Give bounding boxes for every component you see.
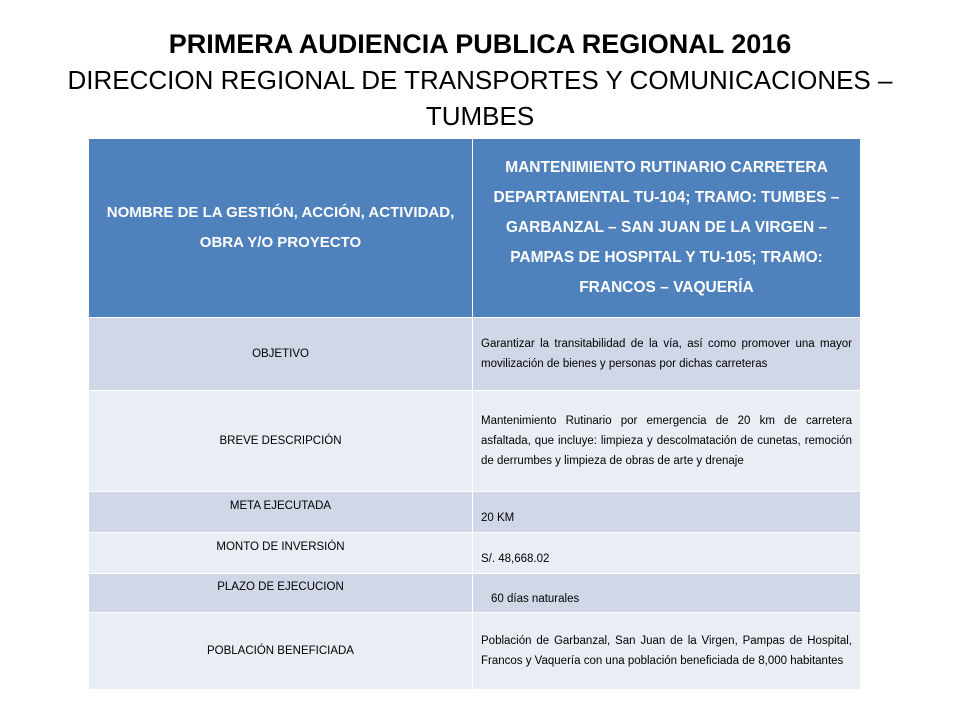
- table-row-poblacion: [89, 613, 861, 690]
- row-label-text: BREVE DESCRIPCIÓN: [219, 435, 342, 447]
- table-row-descripcion: [89, 391, 861, 492]
- row-value: Población de Garbanzal, San Juan de la Virgen, Pampas de Hospital, Francos y Vaquería con una población beneficiada de 8,000 habitantes: [473, 613, 861, 690]
- row-value-text: S/. 48,668.02: [481, 553, 550, 565]
- row-value: [473, 492, 861, 533]
- row-label-text: META EJECUTADA: [229, 500, 332, 512]
- slide-title-block: [40, 26, 920, 134]
- row-label: [89, 318, 473, 391]
- table-header-row: [89, 139, 861, 318]
- slide-title: PRIMERA AUDIENCIA PUBLICA REGIONAL 2016: [168, 29, 792, 59]
- row-value: [473, 574, 861, 613]
- table-row-monto: [89, 533, 861, 574]
- row-label: [89, 492, 473, 533]
- row-value-text: 60 días naturales: [491, 593, 580, 605]
- row-label: [89, 391, 473, 492]
- row-label: [89, 574, 473, 613]
- header-label-cell: NOMBRE DE LA GESTIÓN, ACCIÓN, ACTIVIDAD, OBRA Y/O PROYECTO: [89, 139, 473, 318]
- row-label: [89, 533, 473, 574]
- row-value: Garantizar la transitabilidad de la vía, así como promover una mayor movilización de bienes y personas por dichas carreteras: [473, 318, 861, 391]
- row-value: [473, 533, 861, 574]
- slide-subtitle: DIRECCION REGIONAL DE TRANSPORTES Y COMUNICACIONES – TUMBES: [67, 65, 893, 131]
- row-label-text: POBLACIÓN BENEFICIADA: [207, 645, 354, 657]
- project-info-table: [88, 138, 861, 690]
- row-label-text: PLAZO DE EJECUCION: [217, 581, 344, 593]
- header-value-cell: MANTENIMIENTO RUTINARIO CARRETERA DEPARTAMENTAL TU-104; TRAMO: TUMBES – GARBANZAL – SAN JUAN DE LA VIRGEN –PAMPAS DE HOSPITAL Y TU-105; TRAMO: FRANCOS – VAQUERÍA: [473, 139, 861, 318]
- row-label-text: MONTO DE INVERSIÓN: [216, 541, 345, 553]
- table-row-objetivo: [89, 318, 861, 391]
- row-value-text: 20 KM: [481, 512, 515, 524]
- table-row-meta: [89, 492, 861, 533]
- row-value: Mantenimiento Rutinario por emergencia de 20 km de carretera asfaltada, que incluye: limpieza y descolmatación de cunetas, remoción de derrumbes y limpieza de obras de arte y drenaje: [473, 391, 861, 492]
- row-label-text: OBJETIVO: [252, 348, 309, 360]
- table-row-plazo: [89, 574, 861, 613]
- row-label: [89, 613, 473, 690]
